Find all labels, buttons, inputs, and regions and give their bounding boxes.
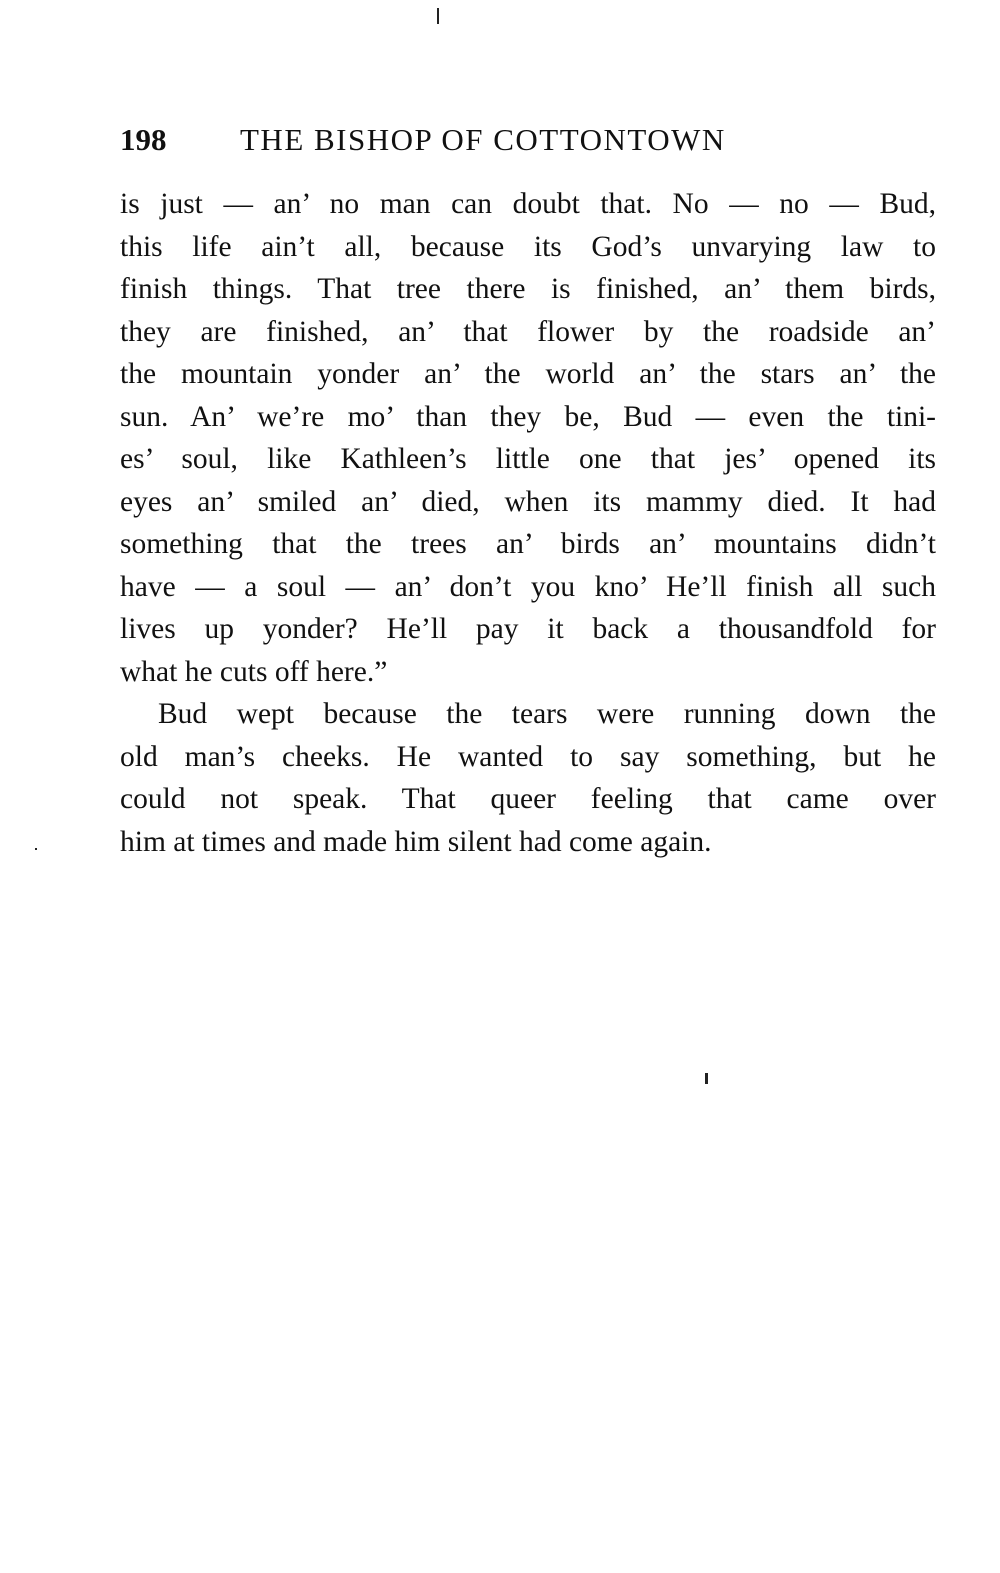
text-line: old man’s cheeks. He wanted to say something, but he [120,740,936,773]
text-line: the mountain yonder an’ the world an’ the stars an’ the [120,358,936,390]
text-line: sun. An’ we’re mo’ than they be, Bud — even the tini- [120,400,936,433]
scan-speck [35,848,37,850]
page-header [120,118,880,162]
text-line: eyes an’ smiled an’ died, when its mammy died. It had [120,485,936,518]
paragraph-2 [120,693,936,863]
scan-speck [437,8,439,24]
text-line: lives up yonder? He’ll pay it back a thousandfold for [120,613,936,645]
body-text [120,183,936,863]
running-head: THE BISHOP OF COTTONTOWN [240,122,726,157]
page-number: 198 [120,122,167,157]
text-line: is just — an’ no man can doubt that. No — no — Bud, [120,188,936,220]
text-line: Bud wept because the tears were running down the [158,698,936,730]
scan-speck [705,1073,708,1084]
text-line: him at times and made him silent had come again. [120,825,712,858]
text-line: finish things. That tree there is finished, an’ them birds, [120,273,936,305]
text-line: something that the trees an’ birds an’ mountains didn’t [120,528,936,560]
text-line: could not speak. That queer feeling that came over [120,783,936,815]
text-line: have — a soul — an’ don’t you kno’ He’ll finish all such [120,570,936,603]
text-line: es’ soul, like Kathleen’s little one that jes’ opened its [120,443,936,475]
text-line: what he cuts off here.” [120,655,388,688]
text-line: this life ain’t all, because its God’s unvarying law to [120,230,936,263]
text-line: they are finished, an’ that flower by the roadside an’ [120,315,936,348]
paragraph-1 [120,183,936,693]
